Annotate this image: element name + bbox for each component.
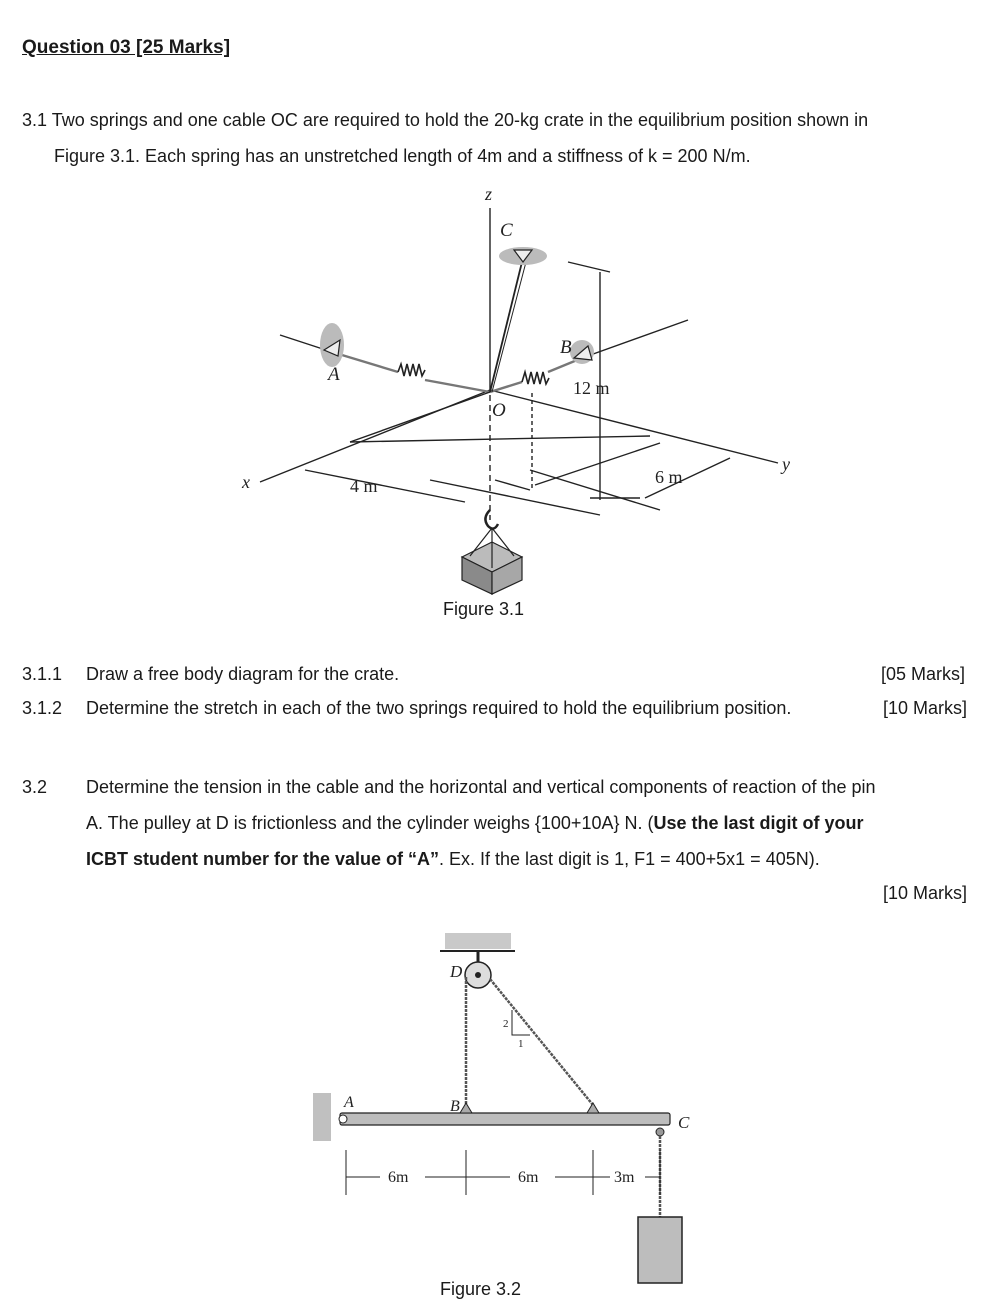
dim-6m: 6 m [655,467,683,487]
label-x: x [242,472,250,492]
label-o: O [492,400,506,421]
figure-3-1 [230,180,810,600]
q312-num: 3.1.2 [22,698,63,718]
dim-3m: 3m [614,1169,635,1186]
q32-line3-bold: ICBT student number for the value of “A” [86,849,440,869]
beam [340,1113,670,1125]
dim-6m-b: 6m [518,1169,539,1186]
q32-text-line3 [86,849,820,870]
q312-text: Determine the stretch in each of the two springs required to hold the equilibrium position. [86,698,792,718]
attach-b [460,1103,472,1113]
label-a: A [328,364,340,385]
q31-text-line2: Figure 3.1. Each spring has an unstretched length of 4m and a stiffness of k = 200 N/m. [54,146,751,166]
q32-line2-bold: Use the last digit of your [653,813,864,833]
q311-text: Draw a free body diagram for the crate. [86,664,400,684]
q32-text-line2 [86,813,864,834]
slope-2: 2 [503,1018,509,1030]
pin-a [339,1115,347,1123]
q312-marks: [10 Marks] [882,698,967,718]
spring-a [398,364,425,376]
figure-3-2 [300,925,720,1285]
question-title: Question 03 [25 Marks] [22,37,231,58]
wall [313,1093,331,1141]
label-d: D [450,962,463,981]
cylinder [638,1217,682,1283]
label-b: B [560,337,572,358]
dim-6m-a: 6m [388,1169,409,1186]
label-c: C [500,220,513,241]
hook [485,510,498,529]
label-a2: A [344,1094,354,1111]
q32-num: 3.2 [22,777,48,797]
label-z: z [485,184,493,204]
q311-num: 3.1.1 [22,664,63,684]
dim-4m: 4 m [350,476,378,496]
spring-b [522,372,549,384]
q32-line3-plain: . Ex. If the last digit is 1, F1 = 400+5x1 = 405N). [439,849,820,869]
q311-marks: [05 Marks] [880,664,965,684]
q32-line2-plain: A. The pulley at D is frictionless and the cylinder weighs {100+10A} N. ( [86,813,654,833]
figure-3-1-caption: Figure 3.1 [443,599,525,619]
label-y: y [782,454,790,474]
cable-oc [490,262,522,392]
slope-1: 1 [518,1038,524,1050]
label-c2: C [678,1113,690,1132]
q32-marks: [10 Marks] [882,883,967,903]
ceiling-support [445,933,511,949]
dim-12m: 12 m [573,378,610,398]
crate [462,528,522,594]
figure-3-2-caption: Figure 3.2 [440,1279,522,1299]
q31-text-line1: 3.1 Two springs and one cable OC are required to hold the 20-kg crate in the equilibrium position shown in [22,110,869,130]
q32-text-line1: Determine the tension in the cable and the horizontal and vertical components of reaction of the pin [86,777,876,797]
label-b2: B [450,1098,460,1115]
